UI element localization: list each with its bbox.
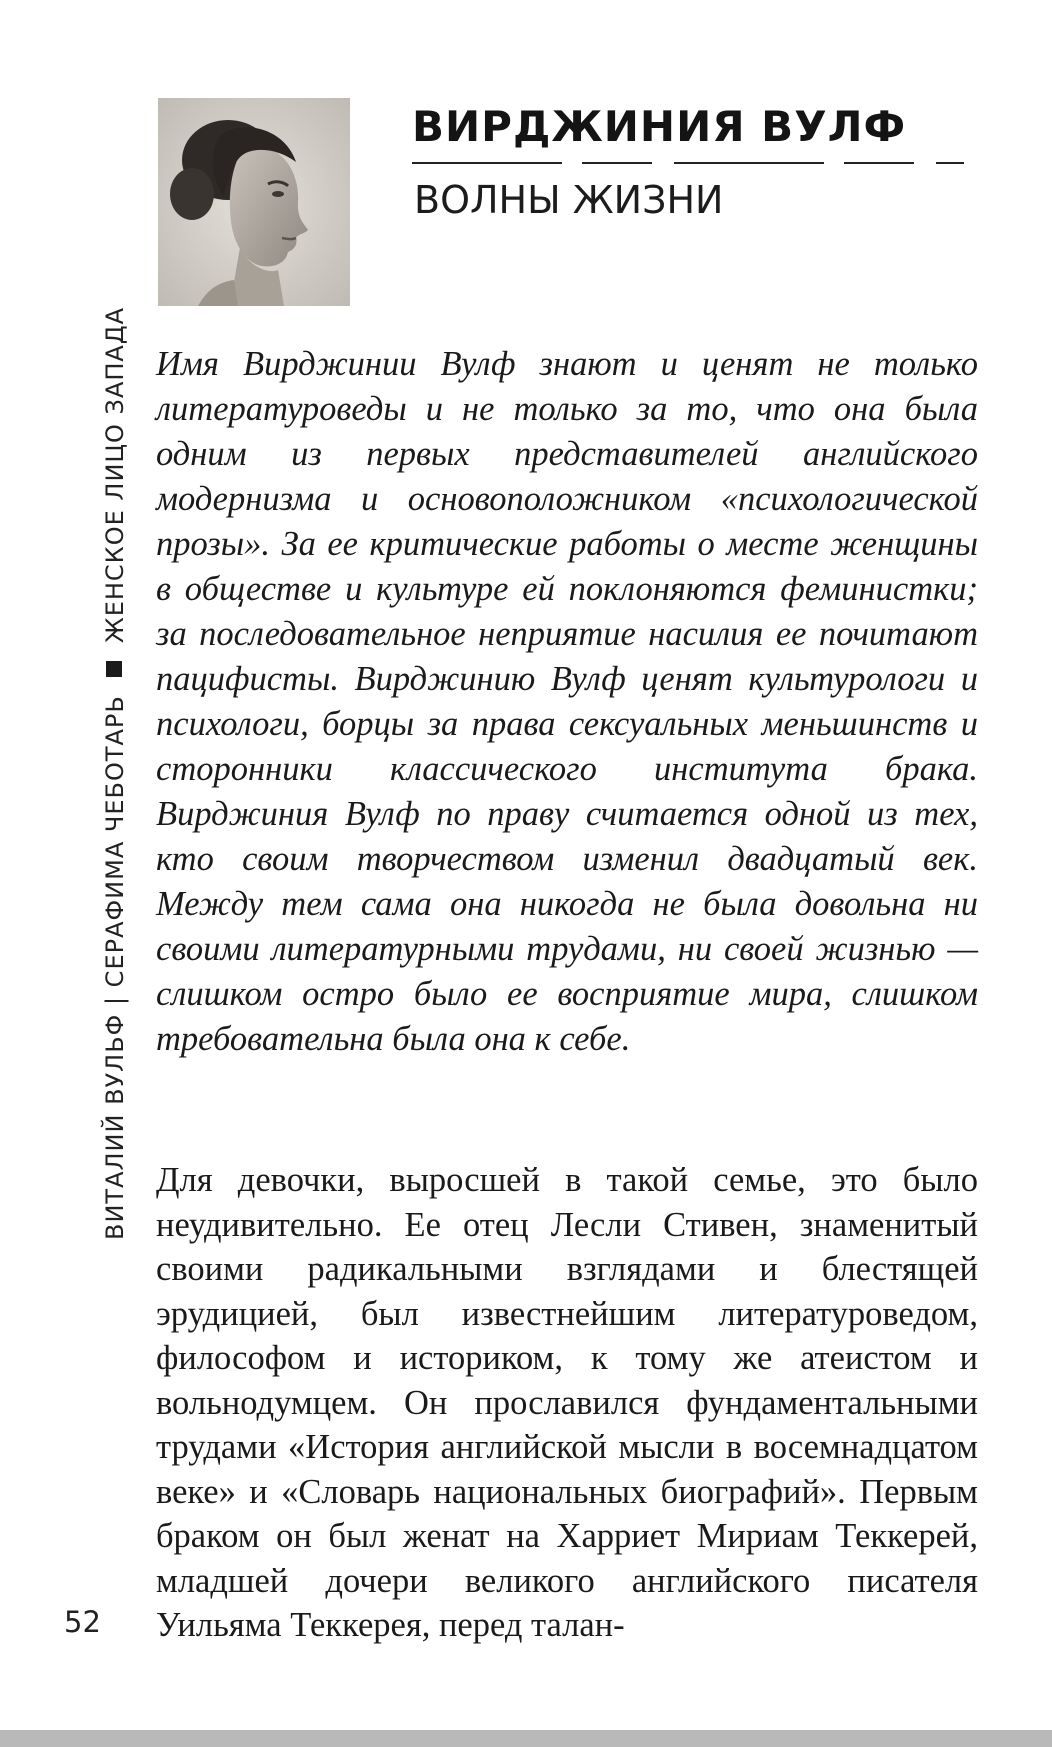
lead-paragraph: Имя Вирджинии Вулф знают и ценят не только литературоведы и не только за то, что она была одним из первых представителей английского модернизма и основоположником «психологической прозы». За ее критические работы о месте женщины в обществе и культуре ей поклоняются феминистки; за последовательное неприятие насилия ее почитают пацифисты. Вирджинию Вулф ценят культурологи и психологи, борцы за права сексуальных меньшинств и сторонники классического института брака. Вирджиния Вулф по праву считается одной из тех, кто своим творчеством изменил двадцатый век. Между тем сама она никогда не была довольна ни своими литературными трудами, ни своей жизнью — слишком остро было ее восприятие мира, слишком требовательна была она к себе. bbox=[156, 345, 978, 1058]
bottom-edge-strip bbox=[0, 1730, 1052, 1747]
running-head-authors: ВИТАЛИЙ ВУЛЬФ | СЕРАФИМА ЧЕБОТАРЬ bbox=[101, 695, 129, 1240]
page-number: 52 bbox=[64, 1605, 101, 1639]
title-divider bbox=[412, 162, 964, 164]
author-portrait bbox=[158, 98, 350, 306]
chapter-author-name: ВИРДЖИНИЯ ВУЛФ bbox=[412, 102, 907, 151]
running-head bbox=[100, 307, 130, 1240]
body-paragraph: Для девочки, выросшей в такой семье, это было неудивительно. Ее отец Лесли Стивен, знаменитый своими радикальными взглядами и блестящей эрудицией, был известнейшим литературоведом, философом и историком, к тому же атеистом и вольнодумцем. Он прославился фундаментальными трудами «История английской мысли в восемнадцатом веке» и «Словарь национальных биографий». Первым браком он был женат на Харриет Мириам Теккерей, младшей дочери великого английского писателя Уильяма Теккерея, перед талан- bbox=[156, 1161, 978, 1644]
chapter-subtitle: ВОЛНЫ ЖИЗНИ bbox=[414, 178, 724, 222]
portrait-photo-icon bbox=[158, 98, 350, 306]
running-head-book-title: ЖЕНСКОЕ ЛИЦО ЗАПАДА bbox=[101, 307, 129, 644]
separator-square-icon bbox=[106, 661, 122, 677]
